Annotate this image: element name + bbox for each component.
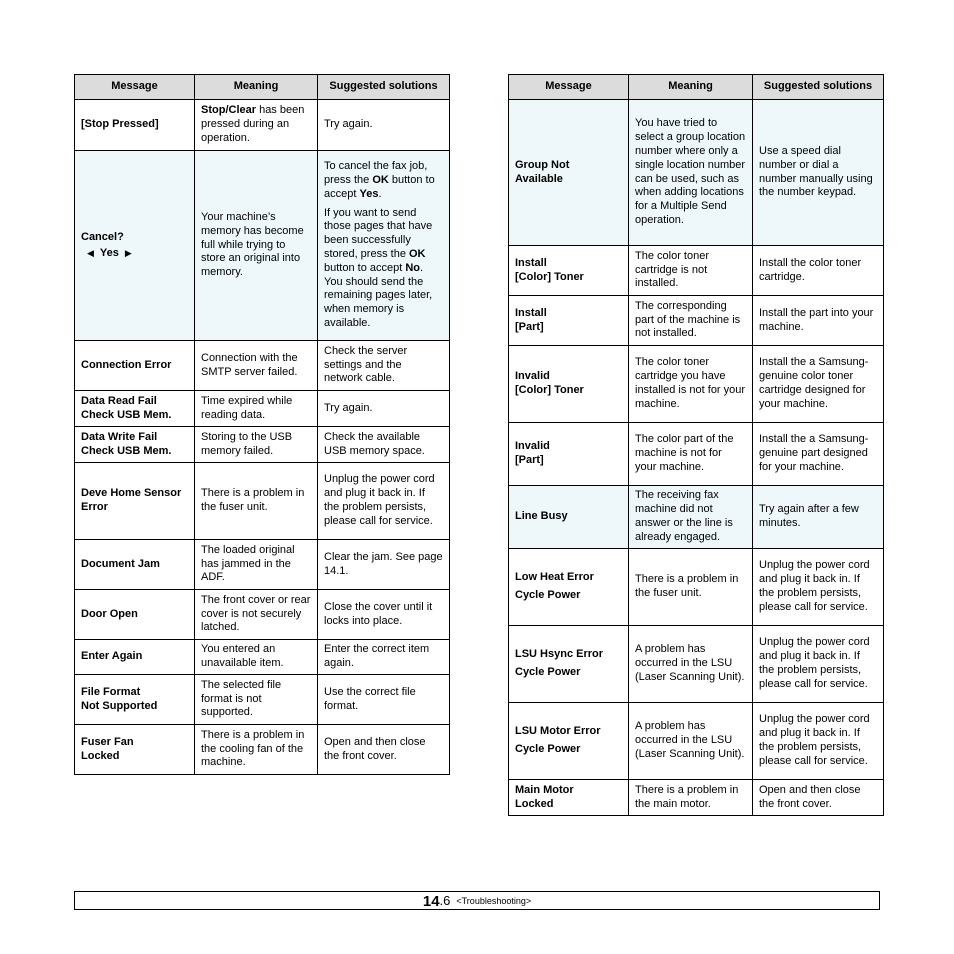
solution-cell: Check the available USB memory space. — [318, 427, 450, 463]
message-cell: Deve Home Sensor Error — [75, 463, 195, 540]
solution-cell: Try again. — [318, 100, 450, 151]
solution-cell: Clear the jam. See page 14.1. — [318, 540, 450, 590]
left-message-table — [74, 74, 450, 775]
meaning-cell: Storing to the USB memory failed. — [195, 427, 318, 463]
solution-cell: Open and then close the front cover. — [318, 725, 450, 775]
meaning-cell: There is a problem in the fuser unit. — [629, 549, 753, 626]
message-cell: LSU Hsync Error Cycle Power — [509, 626, 629, 703]
meaning-cell: A problem has occurred in the LSU (Laser Scanning Unit). — [629, 703, 753, 780]
right-table-header — [509, 75, 884, 100]
left-table-header — [75, 75, 450, 100]
solution-cell: Use a speed dial number or dial a number manually using the number keypad. — [753, 100, 884, 246]
message-cell: Low Heat Error Cycle Power — [509, 549, 629, 626]
message-cell: Invalid [Color] Toner — [509, 346, 629, 423]
message-cell: Group Not Available — [509, 100, 629, 246]
message-cell: Invalid [Part] — [509, 423, 629, 486]
table-row — [75, 640, 450, 675]
table-row — [509, 423, 884, 486]
solution-cell: Unplug the power cord and plug it back in. If the problem persists, please call for service. — [318, 463, 450, 540]
meaning-cell: The front cover or rear cover is not securely latched. — [195, 590, 318, 640]
meaning-cell: The color toner cartridge is not installed. — [629, 246, 753, 296]
solution-cell: Use the correct file format. — [318, 675, 450, 725]
page-number-major: 14 — [422, 893, 440, 910]
message-cell: Install [Color] Toner — [509, 246, 629, 296]
table-row — [509, 296, 884, 346]
table-row — [75, 341, 450, 391]
table-row — [509, 626, 884, 703]
solution-cell: Check the server settings and the network cable. — [318, 341, 450, 391]
message-cell: Door Open — [75, 590, 195, 640]
message-text: Cancel? — [81, 230, 124, 243]
meaning-cell: Your machine’s memory has become full while trying to store an original into memory. — [195, 151, 318, 341]
table-row — [75, 463, 450, 540]
meaning-cell: Time expired while reading data. — [195, 391, 318, 427]
message-cell: File Format Not Supported — [75, 675, 195, 725]
header-meaning: Meaning — [629, 75, 753, 100]
table-row — [75, 100, 450, 151]
page-footer — [74, 891, 880, 910]
meaning-cell: You have tried to select a group location number where only a single location number can be used, such as when adding locations for a Multiple Send operation. — [629, 100, 753, 246]
message-cell: Install [Part] — [509, 296, 629, 346]
solution-cell: Unplug the power cord and plug it back in. If the problem persists, please call for service. — [753, 703, 884, 780]
cancel-options — [81, 247, 188, 261]
right-message-table — [508, 74, 884, 816]
meaning-cell — [195, 100, 318, 151]
table-row — [509, 100, 884, 246]
solution-cell: Open and then close the front cover. — [753, 780, 884, 816]
table-row — [75, 151, 450, 341]
solution-cell: Try again. — [318, 391, 450, 427]
table-row — [75, 427, 450, 463]
meaning-cell: You entered an unavailable item. — [195, 640, 318, 675]
message-cell: Fuser Fan Locked — [75, 725, 195, 775]
meaning-cell: The selected file format is not supported. — [195, 675, 318, 725]
solution-cell: Install the a Samsung-genuine part designed for your machine. — [753, 423, 884, 486]
solution-cell: Install the part into your machine. — [753, 296, 884, 346]
table-row — [75, 391, 450, 427]
solution-cell: Enter the correct item again. — [318, 640, 450, 675]
message-cell: [Stop Pressed] — [75, 100, 195, 151]
solution-cell: Install the a Samsung-genuine color toner cartridge designed for your machine. — [753, 346, 884, 423]
solution-cell: Unplug the power cord and plug it back in. If the problem persists, please call for service. — [753, 549, 884, 626]
option-yes: Yes — [99, 246, 119, 259]
meaning-cell: The color part of the machine is not for your machine. — [629, 423, 753, 486]
solution-cell: Try again after a few minutes. — [753, 486, 884, 549]
meaning-cell: The corresponding part of the machine is not installed. — [629, 296, 753, 346]
meaning-cell: The receiving fax machine did not answer or the line is already engaged. — [629, 486, 753, 549]
header-message: Message — [509, 75, 629, 100]
meaning-cell: There is a problem in the main motor. — [629, 780, 753, 816]
table-row — [75, 675, 450, 725]
right-arrow-icon: ▶ — [124, 247, 132, 258]
message-cell: Data Write Fail Check USB Mem. — [75, 427, 195, 463]
header-meaning: Meaning — [195, 75, 318, 100]
table-row — [509, 346, 884, 423]
message-cell: Enter Again — [75, 640, 195, 675]
meaning-cell: Connection with the SMTP server failed. — [195, 341, 318, 391]
solution-cell: Close the cover until it locks into place. — [318, 590, 450, 640]
table-row — [509, 780, 884, 816]
message-cell: LSU Motor Error Cycle Power — [509, 703, 629, 780]
table-row — [509, 703, 884, 780]
table-row — [75, 590, 450, 640]
message-cell: Line Busy — [509, 486, 629, 549]
header-solutions: Suggested solutions — [318, 75, 450, 100]
message-cell: Document Jam — [75, 540, 195, 590]
meaning-cell: The loaded original has jammed in the ADF. — [195, 540, 318, 590]
solution-cell — [318, 151, 450, 341]
table-row — [509, 486, 884, 549]
table-row — [75, 540, 450, 590]
table-row — [509, 549, 884, 626]
left-arrow-icon: ◀ — [87, 247, 94, 258]
key-name: Stop/Clear — [201, 104, 257, 117]
section-name: <Troubleshooting> — [456, 896, 532, 906]
table-row — [75, 725, 450, 775]
table-row — [509, 246, 884, 296]
message-cell: Main Motor Locked — [509, 780, 629, 816]
solution-cell: Unplug the power cord and plug it back in. If the problem persists, please call for service. — [753, 626, 884, 703]
header-message: Message — [75, 75, 195, 100]
solution-paragraph: If you want to send those pages that have been successfully stored, press the OK button to accept No. You should send the remaining pages later, when memory is available. — [324, 206, 433, 329]
message-cell: Data Read Fail Check USB Mem. — [75, 391, 195, 427]
meaning-cell: A problem has occurred in the LSU (Laser Scanning Unit). — [629, 626, 753, 703]
meaning-cell: The color toner cartridge you have installed is not for your machine. — [629, 346, 753, 423]
solution-paragraph: To cancel the fax job, press the OK button to accept Yes. — [324, 160, 435, 200]
message-cell — [75, 151, 195, 341]
meaning-text: has been pressed during an operation. — [201, 104, 305, 144]
solution-cell: Install the color toner cartridge. — [753, 246, 884, 296]
meaning-cell: There is a problem in the cooling fan of the machine. — [195, 725, 318, 775]
header-solutions: Suggested solutions — [753, 75, 884, 100]
meaning-cell: There is a problem in the fuser unit. — [195, 463, 318, 540]
page-number-minor: .6 — [439, 893, 451, 908]
message-cell: Connection Error — [75, 341, 195, 391]
